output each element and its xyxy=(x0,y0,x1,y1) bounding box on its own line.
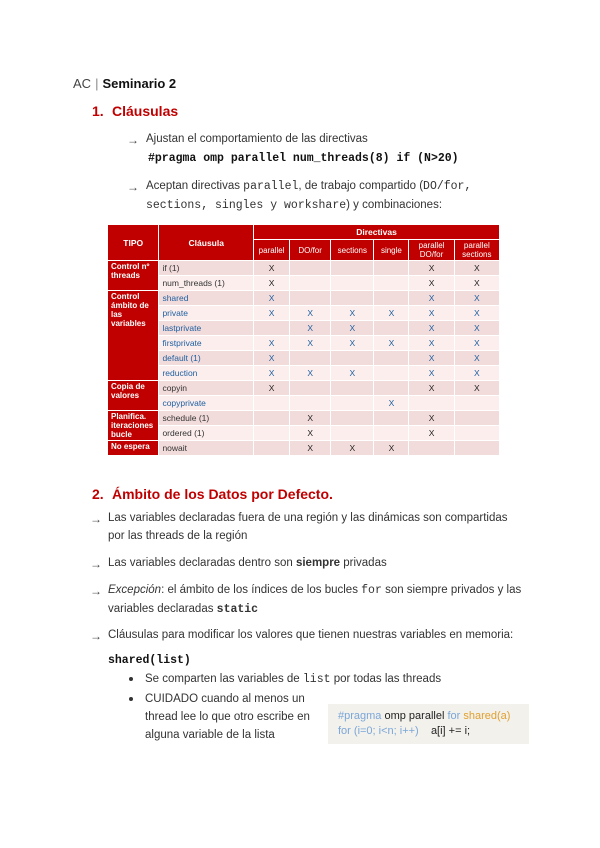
clause-cell: firstprivate xyxy=(159,336,254,351)
mark-cell: X xyxy=(454,276,499,291)
clause-cell: private xyxy=(159,306,254,321)
mark-cell: X xyxy=(374,306,409,321)
table-row xyxy=(108,411,500,426)
table-row xyxy=(108,291,500,306)
mark-cell xyxy=(331,276,374,291)
item2-code-sections: sections, singles y workshare xyxy=(146,199,347,212)
mark-cell xyxy=(290,276,331,291)
b1-code-list: list xyxy=(302,673,331,686)
arrow-icon: → xyxy=(127,180,139,194)
page-header xyxy=(73,76,176,91)
section2-p1 xyxy=(108,509,508,545)
mark-cell: X xyxy=(374,336,409,351)
col-tipo: TIPO xyxy=(108,225,159,261)
mark-cell: X xyxy=(254,306,290,321)
b2-line1: CUIDADO cuando al menos un xyxy=(145,693,305,705)
section2-heading xyxy=(92,486,333,502)
b1-text: por todas las threads xyxy=(330,673,442,685)
mark-cell xyxy=(254,396,290,411)
shared-bullet2 xyxy=(145,690,310,744)
mark-cell xyxy=(454,396,499,411)
mark-cell: X xyxy=(290,441,331,456)
arrow-icon: → xyxy=(90,512,102,526)
p3-code-for: for xyxy=(361,584,382,597)
subcol-header: parallel xyxy=(254,240,290,261)
mark-cell xyxy=(409,441,454,456)
mark-cell: X xyxy=(454,261,499,276)
mark-cell: X xyxy=(454,321,499,336)
subcol-header: sections xyxy=(331,240,374,261)
mark-cell: X xyxy=(454,306,499,321)
mark-cell: X xyxy=(290,336,331,351)
clause-cell: lastprivate xyxy=(159,321,254,336)
code-text: omp parallel xyxy=(381,710,448,722)
mark-cell: X xyxy=(331,336,374,351)
mark-cell xyxy=(331,381,374,396)
table-row xyxy=(108,396,500,411)
mark-cell xyxy=(331,426,374,441)
mark-cell xyxy=(374,381,409,396)
mark-cell xyxy=(374,321,409,336)
table-row xyxy=(108,336,500,351)
mark-cell xyxy=(331,291,374,306)
row-group-label: Control ámbito de las variables xyxy=(108,291,159,381)
mark-cell xyxy=(374,426,409,441)
p2-bold: siempre xyxy=(295,557,341,569)
p1-line1: Las variables declaradas fuera de una región y las dinámicas son compartidas xyxy=(108,512,508,524)
mark-cell: X xyxy=(290,426,331,441)
p3-italic: Excepción xyxy=(108,584,162,596)
mark-cell xyxy=(290,351,331,366)
section1-item2 xyxy=(146,177,506,215)
col-directivas: Directivas xyxy=(254,225,500,240)
clause-cell: shared xyxy=(159,291,254,306)
header-separator: | xyxy=(95,76,99,91)
code-body: a[i] += i; xyxy=(418,725,471,737)
item2-code-dofor: DO/for, xyxy=(423,180,472,193)
p3-text: variables declaradas xyxy=(108,603,217,615)
mark-cell: X xyxy=(454,291,499,306)
mark-cell: X xyxy=(454,336,499,351)
mark-cell xyxy=(331,261,374,276)
row-group-label: Control nº threads xyxy=(108,261,159,291)
mark-cell xyxy=(374,351,409,366)
section2-title: Ámbito de los Datos por Defecto. xyxy=(112,486,333,502)
section2-p4: Cláusulas para modificar los valores que tienen nuestras variables en memoria: xyxy=(108,629,514,641)
mark-cell: X xyxy=(331,441,374,456)
mark-cell xyxy=(374,291,409,306)
clause-cell: nowait xyxy=(159,441,254,456)
mark-cell: X xyxy=(331,306,374,321)
section1-number: 1. xyxy=(92,103,104,119)
row-group-label: No espera xyxy=(108,441,159,456)
mark-cell xyxy=(454,426,499,441)
p3-text: son siempre privados y las xyxy=(381,584,522,596)
section1-code1: #pragma omp parallel num_threads(8) if (N>20) xyxy=(148,152,459,165)
table-row xyxy=(108,351,500,366)
mark-cell: X xyxy=(290,411,331,426)
mark-cell: X xyxy=(254,261,290,276)
arrow-icon: → xyxy=(127,133,139,147)
section1-heading xyxy=(92,103,178,119)
table-row xyxy=(108,366,500,381)
mark-cell: X xyxy=(409,366,454,381)
subcol-header: DO/for xyxy=(290,240,331,261)
mark-cell: X xyxy=(409,336,454,351)
mark-cell: X xyxy=(331,366,374,381)
item2-text: Aceptan directivas xyxy=(146,180,244,192)
mark-cell xyxy=(331,396,374,411)
mark-cell xyxy=(374,411,409,426)
mark-cell: X xyxy=(409,351,454,366)
table-row xyxy=(108,381,500,396)
mark-cell: X xyxy=(409,381,454,396)
mark-cell xyxy=(290,261,331,276)
mark-cell: X xyxy=(254,351,290,366)
section2-number: 2. xyxy=(92,486,104,502)
p3-code-static: static xyxy=(216,603,259,616)
mark-cell: X xyxy=(290,306,331,321)
bullet-dot-icon xyxy=(129,677,133,681)
clause-cell: num_threads (1) xyxy=(159,276,254,291)
mark-cell: X xyxy=(409,306,454,321)
mark-cell xyxy=(454,441,499,456)
clause-cell: copyprivate xyxy=(159,396,254,411)
code-pragma: #pragma xyxy=(338,710,382,722)
mark-cell: X xyxy=(454,366,499,381)
mark-cell xyxy=(290,381,331,396)
clause-cell: copyin xyxy=(159,381,254,396)
table-row xyxy=(108,426,500,441)
mark-cell xyxy=(254,426,290,441)
table-row xyxy=(108,276,500,291)
mark-cell: X xyxy=(409,321,454,336)
mark-cell: X xyxy=(409,276,454,291)
table-body xyxy=(108,261,500,456)
mark-cell: X xyxy=(331,321,374,336)
item2-text: ) y combinaciones: xyxy=(346,199,443,211)
mark-cell: X xyxy=(254,276,290,291)
arrow-icon: → xyxy=(90,557,102,571)
row-group-label: Planifica. iteraciones bucle xyxy=(108,411,159,441)
mark-cell xyxy=(374,276,409,291)
mark-cell xyxy=(254,321,290,336)
mark-cell xyxy=(290,396,331,411)
table-row xyxy=(108,306,500,321)
p2-text: privadas xyxy=(340,557,387,569)
row-group-label: Copia de valores xyxy=(108,381,159,411)
subcol-header: single xyxy=(374,240,409,261)
bullet-dot-icon xyxy=(129,697,133,701)
header-title: Seminario 2 xyxy=(102,76,177,91)
mark-cell: X xyxy=(409,411,454,426)
p1-line2: por las threads de la región xyxy=(108,530,248,542)
code-for: for xyxy=(447,710,461,722)
mark-cell xyxy=(454,411,499,426)
item2-text: , de trabajo compartido ( xyxy=(298,180,424,192)
mark-cell xyxy=(374,261,409,276)
mark-cell xyxy=(254,411,290,426)
col-clausula: Cláusula xyxy=(159,225,254,261)
arrow-icon: → xyxy=(90,629,102,643)
code-line1 xyxy=(338,709,529,724)
clause-cell: default (1) xyxy=(159,351,254,366)
mark-cell: X xyxy=(290,366,331,381)
mark-cell: X xyxy=(409,426,454,441)
section1-title: Cláusulas xyxy=(112,103,179,119)
table-row xyxy=(108,441,500,456)
mark-cell: X xyxy=(254,366,290,381)
mark-cell: X xyxy=(254,336,290,351)
course-label: AC xyxy=(73,76,92,91)
item2-code-parallel: parallel xyxy=(243,180,299,193)
code-loop: (i=0; i<n; i++) xyxy=(350,725,419,737)
mark-cell xyxy=(290,291,331,306)
clause-cell: if (1) xyxy=(159,261,254,276)
clause-cell: schedule (1) xyxy=(159,411,254,426)
mark-cell: X xyxy=(374,441,409,456)
section2-p2 xyxy=(108,554,387,572)
clause-cell: reduction xyxy=(159,366,254,381)
mark-cell: X xyxy=(454,381,499,396)
mark-cell: X xyxy=(409,261,454,276)
mark-cell xyxy=(374,366,409,381)
mark-cell xyxy=(331,411,374,426)
mark-cell: X xyxy=(409,291,454,306)
mark-cell: X xyxy=(254,381,290,396)
clause-cell: ordered (1) xyxy=(159,426,254,441)
table-row xyxy=(108,321,500,336)
b1-text: Se comparten las variables de xyxy=(145,673,303,685)
table-row xyxy=(108,261,500,276)
mark-cell: X xyxy=(254,291,290,306)
shared-title: shared(list) xyxy=(108,654,191,667)
subcol-header: parallel DO/for xyxy=(409,240,454,261)
mark-cell xyxy=(331,351,374,366)
mark-cell: X xyxy=(374,396,409,411)
b2-line2: thread lee lo que otro escribe en xyxy=(145,711,310,723)
code-line2 xyxy=(338,724,529,739)
subcol-header: parallel sections xyxy=(454,240,499,261)
mark-cell: X xyxy=(290,321,331,336)
p2-text: Las variables declaradas dentro son xyxy=(108,557,296,569)
section1-item1: Ajustan el comportamiento de las directivas xyxy=(146,133,368,145)
b2-line3: alguna variable de la lista xyxy=(145,729,275,741)
mark-cell xyxy=(254,441,290,456)
mark-cell xyxy=(409,396,454,411)
code-example-box xyxy=(328,704,529,744)
section2-p3 xyxy=(108,581,521,619)
directives-table xyxy=(107,224,500,456)
shared-bullet1 xyxy=(145,670,441,689)
p3-text: : el ámbito de los índices de los bucles xyxy=(161,584,362,596)
mark-cell: X xyxy=(454,351,499,366)
code-for: for xyxy=(338,725,351,737)
code-shared: shared(a) xyxy=(460,710,511,722)
arrow-icon: → xyxy=(90,584,102,598)
